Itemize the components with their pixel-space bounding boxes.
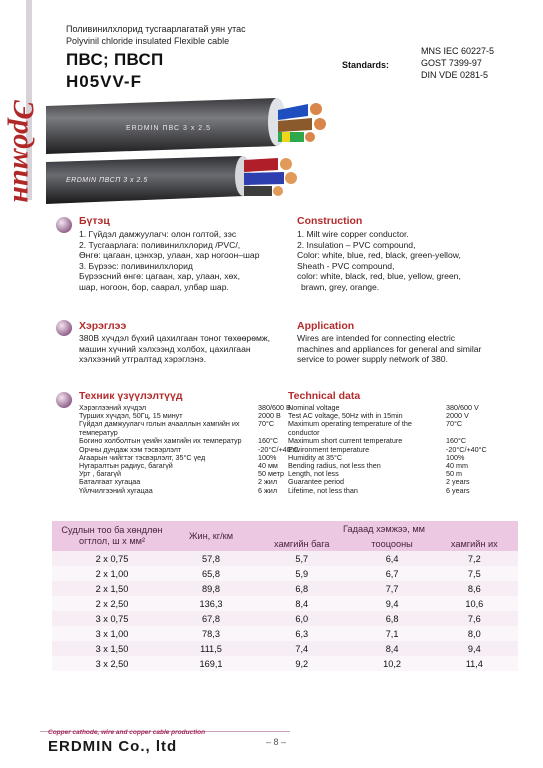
table-cell: 111,5 — [172, 641, 250, 656]
dark-blue-core — [244, 172, 284, 185]
tech-row-label: Length, not less — [288, 469, 339, 479]
sub-header-nominal: тооцооны — [354, 536, 431, 551]
subtitle-english: Polyvinil chloride insulated Flexible cable — [66, 36, 230, 46]
tech-row-value: -20°C/+40°C — [446, 444, 487, 454]
table-cell: 9,4 — [431, 641, 518, 656]
table-row — [52, 656, 518, 671]
construction-title-mn: Бүтэц — [79, 215, 110, 227]
standard-item: DIN VDE 0281-5 — [421, 70, 489, 80]
table-cell: 7,7 — [354, 581, 431, 596]
tech-row-value: 40 mm — [446, 461, 468, 470]
text-line: машин хүчний хэлхээнд холбох, цахилгаан — [79, 343, 251, 354]
table-cell: 7,5 — [431, 566, 518, 581]
table-cell: 7,4 — [250, 641, 354, 656]
application-text-en — [297, 333, 503, 365]
table-row — [52, 611, 518, 626]
table-row — [52, 566, 518, 581]
standards-label: Standards: — [342, 60, 390, 70]
green-yellow-core — [278, 132, 304, 142]
table-row — [52, 626, 518, 641]
tech-row-value: 2 years — [446, 477, 470, 487]
black-core — [244, 186, 272, 196]
table-cell: 6,8 — [354, 611, 431, 626]
tech-row-value: 2000 V — [446, 411, 469, 421]
text-line: brawn, grey, orange. — [301, 281, 380, 292]
tech-row-value: 70°C — [258, 419, 275, 429]
table-row — [52, 641, 518, 656]
table-cell: 11,4 — [431, 656, 518, 671]
table-cell: 10,2 — [354, 656, 431, 671]
table-cell: 7,1 — [354, 626, 431, 641]
table-cell: 67,8 — [172, 611, 250, 626]
col-header-weight: Жин, кг/км — [172, 521, 250, 551]
tech-row-label: Орчны дундаж хэм тэсвэрлэлт — [79, 444, 182, 454]
red-core — [244, 158, 278, 172]
text-line: 2. Тусгаарлага: поливинилхлорид /PVC/, — [79, 239, 241, 250]
tech-row-label: Nominal voltage — [288, 403, 340, 412]
text-line: 2. Insulation – PVC compound, — [297, 239, 416, 250]
tech-row-value: 70°C — [446, 419, 463, 429]
table-cell: 6,0 — [250, 611, 354, 626]
table-cell: 9,4 — [354, 596, 431, 611]
product-title: ПВС; ПВСП — [66, 50, 164, 69]
sub-header-max: хамгийн их — [431, 536, 518, 551]
tech-row-value: 160°C — [258, 436, 279, 446]
tech-row-label: Хэрэглээний хүчдэл — [79, 403, 147, 412]
tech-row-value: 380/600 V — [446, 403, 479, 412]
table-cell: 5,9 — [250, 566, 354, 581]
sub-header-min: хамгийн бага — [250, 536, 354, 551]
table-cell: 10,6 — [431, 596, 518, 611]
technical-title-mn: Техник үзүүлэлтүүд — [79, 390, 183, 402]
text-line: Өнгө: цагаан, цэнхэр, улаан, хар ногоон–шар — [79, 250, 260, 261]
tech-row-label: Environment temperature — [288, 444, 370, 454]
table-cell: 2 х 1,50 — [52, 581, 172, 596]
table-cell: 6,4 — [354, 551, 431, 566]
lower-cable-label: ERDMIN ПВСП 3 х 2.5 — [66, 177, 148, 184]
brand-logo-vertical — [2, 96, 42, 236]
tech-row-label: Maximum operating temperature of the conductor — [288, 419, 412, 438]
tech-row-label: Гүйдэл дамжуулагч голын ачааллын хамгийн их температур — [79, 419, 240, 438]
tech-row-value: 50 метр — [258, 469, 284, 479]
application-text-mn — [79, 333, 291, 365]
upper-cable-label: ERDMIN ПВС 3 х 2.5 — [126, 125, 212, 132]
tech-row-label: Guarantee period — [288, 477, 344, 487]
construction-title-en: Construction — [297, 215, 363, 227]
tech-row-label: Lifetime, not less than — [288, 485, 358, 495]
table-cell: 3 х 1,50 — [52, 641, 172, 656]
footer-brand: ERDMIN Co., ltd — [48, 738, 178, 755]
standard-item: MNS IEC 60227-5 — [421, 46, 495, 56]
tech-row-value: -20°C/+40°C — [258, 444, 299, 454]
table-cell: 2 х 1,00 — [52, 566, 172, 581]
text-line: шар, ногоон, бор, саарал, улбар шар. — [79, 281, 229, 292]
table-cell: 8,0 — [431, 626, 518, 641]
application-title-en: Application — [297, 320, 355, 332]
tech-row-label: Test AC voltage, 50Hz with in 15min — [288, 411, 403, 421]
text-line: 1. Гүйдэл дамжуулагч: олон голтой, зэс — [79, 229, 237, 239]
tech-row-label: Нугаралтын радиус, багагүй — [79, 461, 173, 470]
table-cell: 89,8 — [172, 581, 250, 596]
tech-row-label: Үйлчилгээний хугацаа — [79, 485, 153, 495]
product-code: H05VV-F — [66, 72, 142, 91]
tech-row-value: 160°C — [446, 436, 467, 446]
text-line: Color: white, blue, red, black, green-yellow, — [297, 250, 461, 261]
tech-row-value: 40 мм — [258, 461, 278, 470]
table-cell: 169,1 — [172, 656, 250, 671]
table-row — [52, 596, 518, 611]
tech-row-label: Урт , багагүй — [79, 469, 122, 479]
yellow-stripe — [282, 132, 290, 142]
table-cell: 136,3 — [172, 596, 250, 611]
footer-tagline: Copper cathode, wire and copper cable production — [48, 729, 206, 736]
page-number: – 8 – — [266, 737, 287, 747]
table-cell: 3 х 2,50 — [52, 656, 172, 671]
tech-row-value: 100% — [258, 452, 277, 462]
section-icon — [56, 320, 72, 336]
text-line: machines and appliances for general and similar — [297, 343, 482, 354]
construction-text-en — [297, 229, 512, 293]
table-cell: 2 х 2,50 — [52, 596, 172, 611]
subtitle-mongolian: Поливинилхлорид тусгаарлагатай уян утас — [66, 24, 246, 34]
text-line: Sheath - PVC compound, — [297, 260, 395, 271]
table-cell: 6,8 — [250, 581, 354, 596]
table-cell: 6,7 — [354, 566, 431, 581]
text-line: 3. Бүрээс: поливинилхлорид — [79, 260, 193, 271]
table-cell: 7,6 — [431, 611, 518, 626]
table-cell: 65,8 — [172, 566, 250, 581]
tech-row-label: Турших хүчдэл, 50Гц, 15 минут — [79, 411, 183, 421]
tech-row-value: 100% — [446, 452, 465, 462]
cable-photo — [46, 96, 543, 208]
table-cell: 9,2 — [250, 656, 354, 671]
table-cell: 8,6 — [431, 581, 518, 596]
table-cell: 8,4 — [354, 641, 431, 656]
table-cell: 78,3 — [172, 626, 250, 641]
tech-row-value: 50 m — [446, 469, 462, 479]
tech-row-value: 380/600 В — [258, 403, 291, 412]
table-cell: 2 х 0,75 — [52, 551, 172, 566]
table-cell: 3 х 0,75 — [52, 611, 172, 626]
tech-row-label: Баталгаат хугацаа — [79, 477, 141, 487]
col-header-outer-dimensions: Гадаад хэмжээ, мм — [250, 521, 518, 536]
tech-row-value: 2000 В — [258, 411, 281, 421]
text-line: Wires are intended for connecting electric — [297, 333, 456, 343]
table-cell: 5,7 — [250, 551, 354, 566]
dimensions-table — [52, 521, 518, 671]
tech-row-label: Богино холболтын үеийн хамгийн их температур — [79, 436, 242, 446]
section-icon — [56, 392, 72, 408]
construction-text-mn — [79, 229, 289, 293]
tech-row-label: Maximum short current temperature — [288, 436, 403, 446]
technical-title-en: Technical data — [288, 390, 361, 402]
text-line: Бүрээсний өнгө: цагаан, хар, улаан, хөх, — [79, 271, 240, 282]
table-row — [52, 581, 518, 596]
text-line: хэлхээний утгралтад хэрэглэнэ. — [79, 354, 206, 365]
table-cell: 57,8 — [172, 551, 250, 566]
tech-row-label: Bending radius, not less then — [288, 461, 381, 470]
table-row — [52, 551, 518, 566]
table-cell: 8,4 — [250, 596, 354, 611]
standard-item: GOST 7399-97 — [421, 58, 482, 68]
text-line: color: white, black, red, blue, yellow, green, — [297, 271, 461, 282]
standards-list — [421, 45, 494, 81]
svg-text:Эрдмин: Эрдмин — [7, 100, 40, 203]
tech-row-value: 2 жил — [258, 477, 278, 487]
tech-row-label: Humidity at 35°C — [288, 452, 343, 462]
text-line: 1. Milt wire copper conductor. — [297, 229, 409, 239]
tech-row-value: 6 years — [446, 485, 470, 495]
section-icon — [56, 217, 72, 233]
tech-row-value: 6 жил — [258, 485, 278, 495]
table-cell: 7,2 — [431, 551, 518, 566]
tech-row-label: Агаарын чийгтэг тэсвэрлэлт, 35°C үед — [79, 452, 206, 462]
text-line: service to power supply network of 380. — [297, 354, 448, 365]
application-title-mn: Хэрэглээ — [79, 320, 127, 332]
text-line: 380В хүчдэл бүхий цахилгаан тоног төхөөрөмж, — [79, 333, 271, 343]
table-cell: 6,3 — [250, 626, 354, 641]
col-header-cross-section: Судлын тоо ба хөндлөн огтлол, ш х мм² — [52, 521, 172, 551]
logo-strip — [0, 0, 44, 540]
table-cell: 3 х 1,00 — [52, 626, 172, 641]
